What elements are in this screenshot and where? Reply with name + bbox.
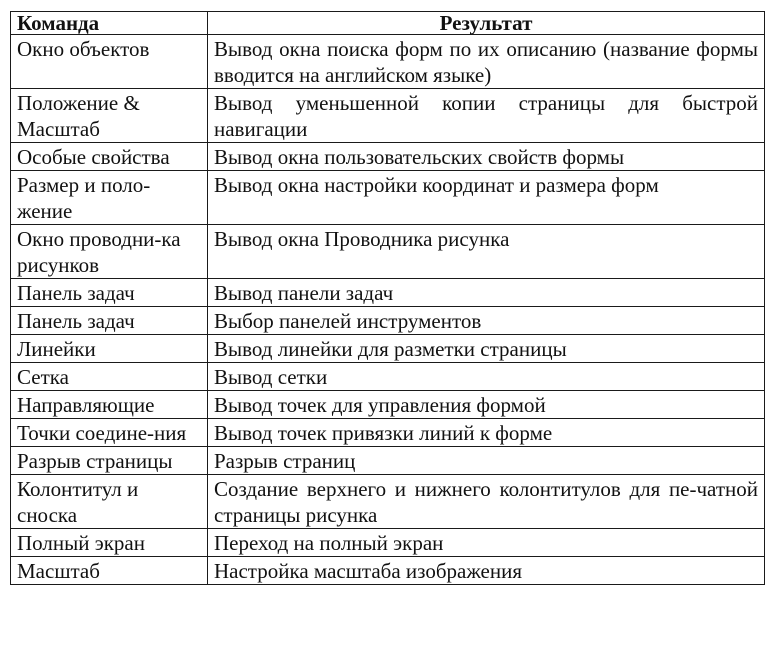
command-cell: Масштаб: [11, 557, 208, 585]
command-cell: Колонтитул и сноска: [11, 475, 208, 529]
command-cell: Направляющие: [11, 391, 208, 419]
command-cell: Размер и поло-жение: [11, 171, 208, 225]
result-cell: Вывод точек привязки линий к форме: [208, 419, 765, 447]
table-row: [11, 89, 765, 143]
table-row: [11, 557, 765, 585]
table-row: [11, 143, 765, 171]
table-row: [11, 279, 765, 307]
result-cell: Настройка масштаба изображения: [208, 557, 765, 585]
column-header-result: Результат: [208, 12, 765, 35]
command-cell: Линейки: [11, 335, 208, 363]
result-cell: Вывод панели задач: [208, 279, 765, 307]
table-row: [11, 475, 765, 529]
command-cell: Точки соедине-ния: [11, 419, 208, 447]
result-cell: Создание верхнего и нижнего колонтитулов для пе-чатной страницы рисунка: [208, 475, 765, 529]
command-cell: Окно объектов: [11, 35, 208, 89]
command-cell: Окно проводни-ка рисунков: [11, 225, 208, 279]
result-cell: Вывод окна пользовательских свойств формы: [208, 143, 765, 171]
table-row: [11, 335, 765, 363]
table-row: [11, 391, 765, 419]
result-cell: Вывод линейки для разметки страницы: [208, 335, 765, 363]
table-row: [11, 225, 765, 279]
command-cell: Особые свойства: [11, 143, 208, 171]
result-cell: Вывод уменьшенной копии страницы для быстрой навигации: [208, 89, 765, 143]
command-cell: Положение & Масштаб: [11, 89, 208, 143]
command-cell: Панель задач: [11, 307, 208, 335]
result-cell: Выбор панелей инструментов: [208, 307, 765, 335]
command-cell: Разрыв страницы: [11, 447, 208, 475]
command-cell: Панель задач: [11, 279, 208, 307]
commands-table: [10, 11, 765, 585]
result-cell: Вывод окна Проводника рисунка: [208, 225, 765, 279]
result-cell: Вывод окна настройки координат и размера форм: [208, 171, 765, 225]
header-row: [11, 12, 765, 35]
table-row: [11, 363, 765, 391]
command-cell: Сетка: [11, 363, 208, 391]
result-cell: Разрыв страниц: [208, 447, 765, 475]
result-cell: Вывод сетки: [208, 363, 765, 391]
command-cell: Полный экран: [11, 529, 208, 557]
table-row: [11, 419, 765, 447]
result-cell: Вывод точек для управления формой: [208, 391, 765, 419]
column-header-command: Команда: [11, 12, 208, 35]
table-row: [11, 35, 765, 89]
table-row: [11, 447, 765, 475]
table-row: [11, 171, 765, 225]
result-cell: Переход на полный экран: [208, 529, 765, 557]
table-row: [11, 529, 765, 557]
result-cell: Вывод окна поиска форм по их описанию (название формы вводится на английском языке): [208, 35, 765, 89]
table-row: [11, 307, 765, 335]
